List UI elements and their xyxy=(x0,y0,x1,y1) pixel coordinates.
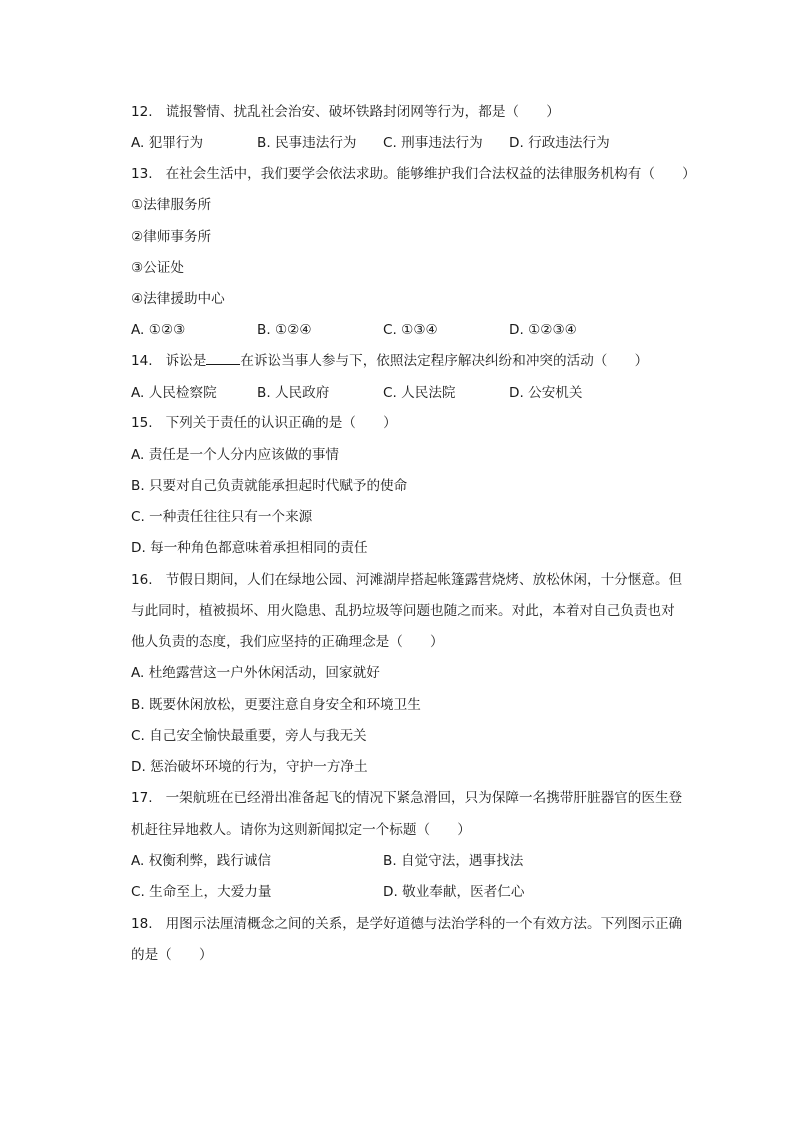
q17-stem-line-2: 机赶往异地救人。请你为这则新闻拟定一个标题（ ） xyxy=(131,822,471,838)
q13-option-b[interactable]: B. ①②④ xyxy=(257,322,312,338)
q18-stem-line-2: 的是（ ） xyxy=(131,947,213,963)
q17-stem-line-1: 17. 一架航班在已经滑出准备起飞的情况下紧急滑回，只为保障一名携带肝脏器官的医生登 xyxy=(131,790,683,806)
q14-option-c[interactable]: C. 人民法院 xyxy=(383,385,456,401)
q12-stem: 12. 谎报警情、扰乱社会治安、破坏铁路封闭网等行为，都是（ ） xyxy=(131,104,560,120)
q16-option-d[interactable]: D. 惩治破坏环境的行为，守护一方净土 xyxy=(131,759,368,775)
q14-option-b[interactable]: B. 人民政府 xyxy=(257,385,330,401)
q18-stem-line-1: 18. 用图示法厘清概念之间的关系，是学好道德与法治学科的一个有效方法。下列图示正确 xyxy=(131,916,683,932)
q12-option-c[interactable]: C. 刑事违法行为 xyxy=(383,135,483,151)
q16-stem-line-1: 16. 节假日期间，人们在绿地公园、河滩湖岸搭起帐篷露营烧烤、放松休闲，十分惬意。但 xyxy=(131,572,683,588)
q15-option-c[interactable]: C. 一种责任往往只有一个来源 xyxy=(131,509,313,525)
q17-option-a[interactable]: A. 权衡利弊，践行诚信 xyxy=(131,853,272,869)
q12-option-a[interactable]: A. 犯罪行为 xyxy=(131,135,204,151)
q14-option-d[interactable]: D. 公安机关 xyxy=(509,385,583,401)
q13-option-a[interactable]: A. ①②③ xyxy=(131,322,186,338)
q15-option-b[interactable]: B. 只要对自己负责就能承担起时代赋予的使命 xyxy=(131,478,408,494)
q13-item-4: ④法律援助中心 xyxy=(131,291,225,307)
q17-option-c[interactable]: C. 生命至上，大爱力量 xyxy=(131,884,272,900)
q13-option-c[interactable]: C. ①③④ xyxy=(383,322,438,338)
q14-option-a[interactable]: A. 人民检察院 xyxy=(131,385,217,401)
q12-option-d[interactable]: D. 行政违法行为 xyxy=(509,135,610,151)
q14-stem-end: 在诉讼当事人参与下，依照法定程序解决纠纷和冲突的活动（ ） xyxy=(240,353,649,369)
q16-stem-line-2: 与此同时，植被损坏、用火隐患、乱扔垃圾等问题也随之而来。对此，本着对自己负责也对 xyxy=(131,603,675,619)
q14-stem xyxy=(131,352,648,370)
q12-option-b[interactable]: B. 民事违法行为 xyxy=(257,135,357,151)
q15-option-d[interactable]: D. 每一种角色都意味着承担相同的责任 xyxy=(131,540,368,556)
q16-stem-line-3: 他人负责的态度，我们应坚持的正确理念是（ ） xyxy=(131,634,444,650)
q16-option-b[interactable]: B. 既要休闲放松，更要注意自身安全和环境卫生 xyxy=(131,697,421,713)
q17-option-b[interactable]: B. 自觉守法，遇事找法 xyxy=(383,853,524,869)
q13-item-1: ①法律服务所 xyxy=(131,197,212,213)
q13-item-3: ③公证处 xyxy=(131,260,184,276)
q17-option-d[interactable]: D. 敬业奉献，医者仁心 xyxy=(383,884,525,900)
q14-stem-start: 14. 诉讼是 xyxy=(131,353,207,369)
q16-option-c[interactable]: C. 自己安全愉快最重要，旁人与我无关 xyxy=(131,728,367,744)
q15-option-a[interactable]: A. 责任是一个人分内应该做的事情 xyxy=(131,447,340,463)
q13-stem: 13. 在社会生活中，我们要学会依法求助。能够维护我们合法权益的法律服务机构有（ ） xyxy=(131,166,696,182)
q16-option-a[interactable]: A. 杜绝露营这一户外休闲活动，回家就好 xyxy=(131,665,380,681)
q13-option-d[interactable]: D. ①②③④ xyxy=(509,322,577,338)
q15-stem: 15. 下列关于责任的认识正确的是（ ） xyxy=(131,415,397,431)
q14-answer-blank xyxy=(206,352,240,365)
q13-item-2: ②律师事务所 xyxy=(131,229,212,245)
